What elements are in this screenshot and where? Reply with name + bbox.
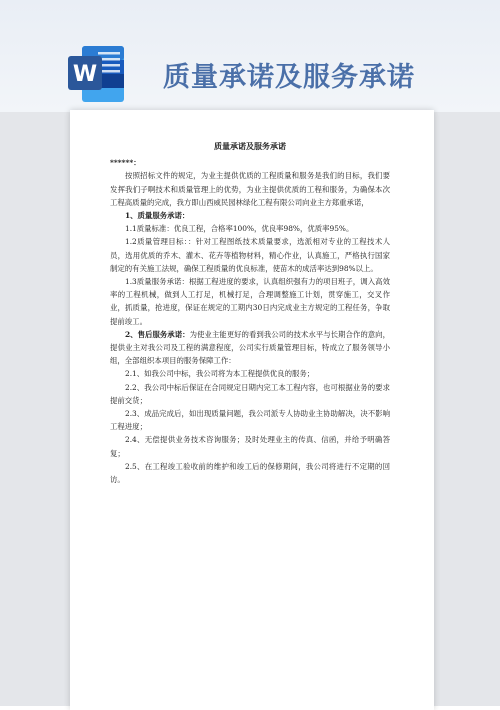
document-paragraph: 2.3、成品完成后，如出现质量问题，我公司派专人协助业主协助解决，决不影响工程进度； (110, 409, 390, 432)
document-paragraph: 2.4、无偿提供业务技术咨询服务；及时处理业主的传真、信函，并给予明确答复； (110, 435, 390, 458)
document-title: 质量承诺及服务承诺 (214, 141, 286, 151)
document-paragraph: 1、质量服务承诺： (125, 211, 190, 221)
document-paragraph: 1.3质量服务承诺：根据工程进度的要求，认真组织强有力的项目班子，调入高效率的工程机械，做到人工打足，机械打足，合理调整施工计划，贯穿施工，交叉作业，抓质量，抢进度，保证在规定的工期内30日内完成业主方规定的工程任务，争取提前竣工。 (110, 277, 390, 326)
salutation: ******： (110, 158, 141, 168)
document-paragraph: 2.5、在工程竣工验收前的维护和竣工后的保修期间，我公司将进行不定期的回访。 (110, 461, 390, 485)
document-paragraph: 2、售后服务承诺：为使业主能更好的看到我公司的技术水平与长期合作的意向，提供业主对我公司及工程的满意程度，公司实行质量管理目标，特成立了服务领导小组，全部组织本项目的服务保障工作： (110, 329, 390, 366)
document-paragraph: 1.1质量标准：优良工程，合格率100%，优良率98%，优质率95%。 (125, 224, 354, 234)
document-paragraph: 1.2质量管理目标：：针对工程图纸技术质量要求，选派相对专业的工程技术人员，选用优质的乔木、灌木、花卉等植物材料，精心作业，认真施工，严格执行国家制定的有关施工法规，确保工程质量的优良标准，使苗木的成活率达到98%以上。 (110, 237, 390, 273)
document-paragraph: 2.1、如我公司中标，我公司将为本工程提供优良的服务； (125, 369, 315, 379)
header-banner (0, 0, 500, 112)
banner-title: 质量承诺及服务承诺 (163, 62, 415, 93)
paragraph-list (110, 169, 390, 486)
word-logo-icon (66, 42, 126, 106)
document-paragraph: 按照招标文件的规定，为业主提供优质的工程质量和服务是我们的目标，我们要发挥我们子啊技术和质量管理上的优势，为业主提供优质的工程和服务，为确保本次工程高质量的完成，我方即山西威民园林绿化工程有限公司向业主方郑重承诺， (110, 171, 390, 207)
document-paragraph: 2.2、我公司中标后保证在合同规定日期内完工本工程内容，也可根据业务的要求提前交货； (110, 382, 390, 405)
svg-text:W: W (72, 62, 98, 87)
document-content (110, 140, 390, 486)
